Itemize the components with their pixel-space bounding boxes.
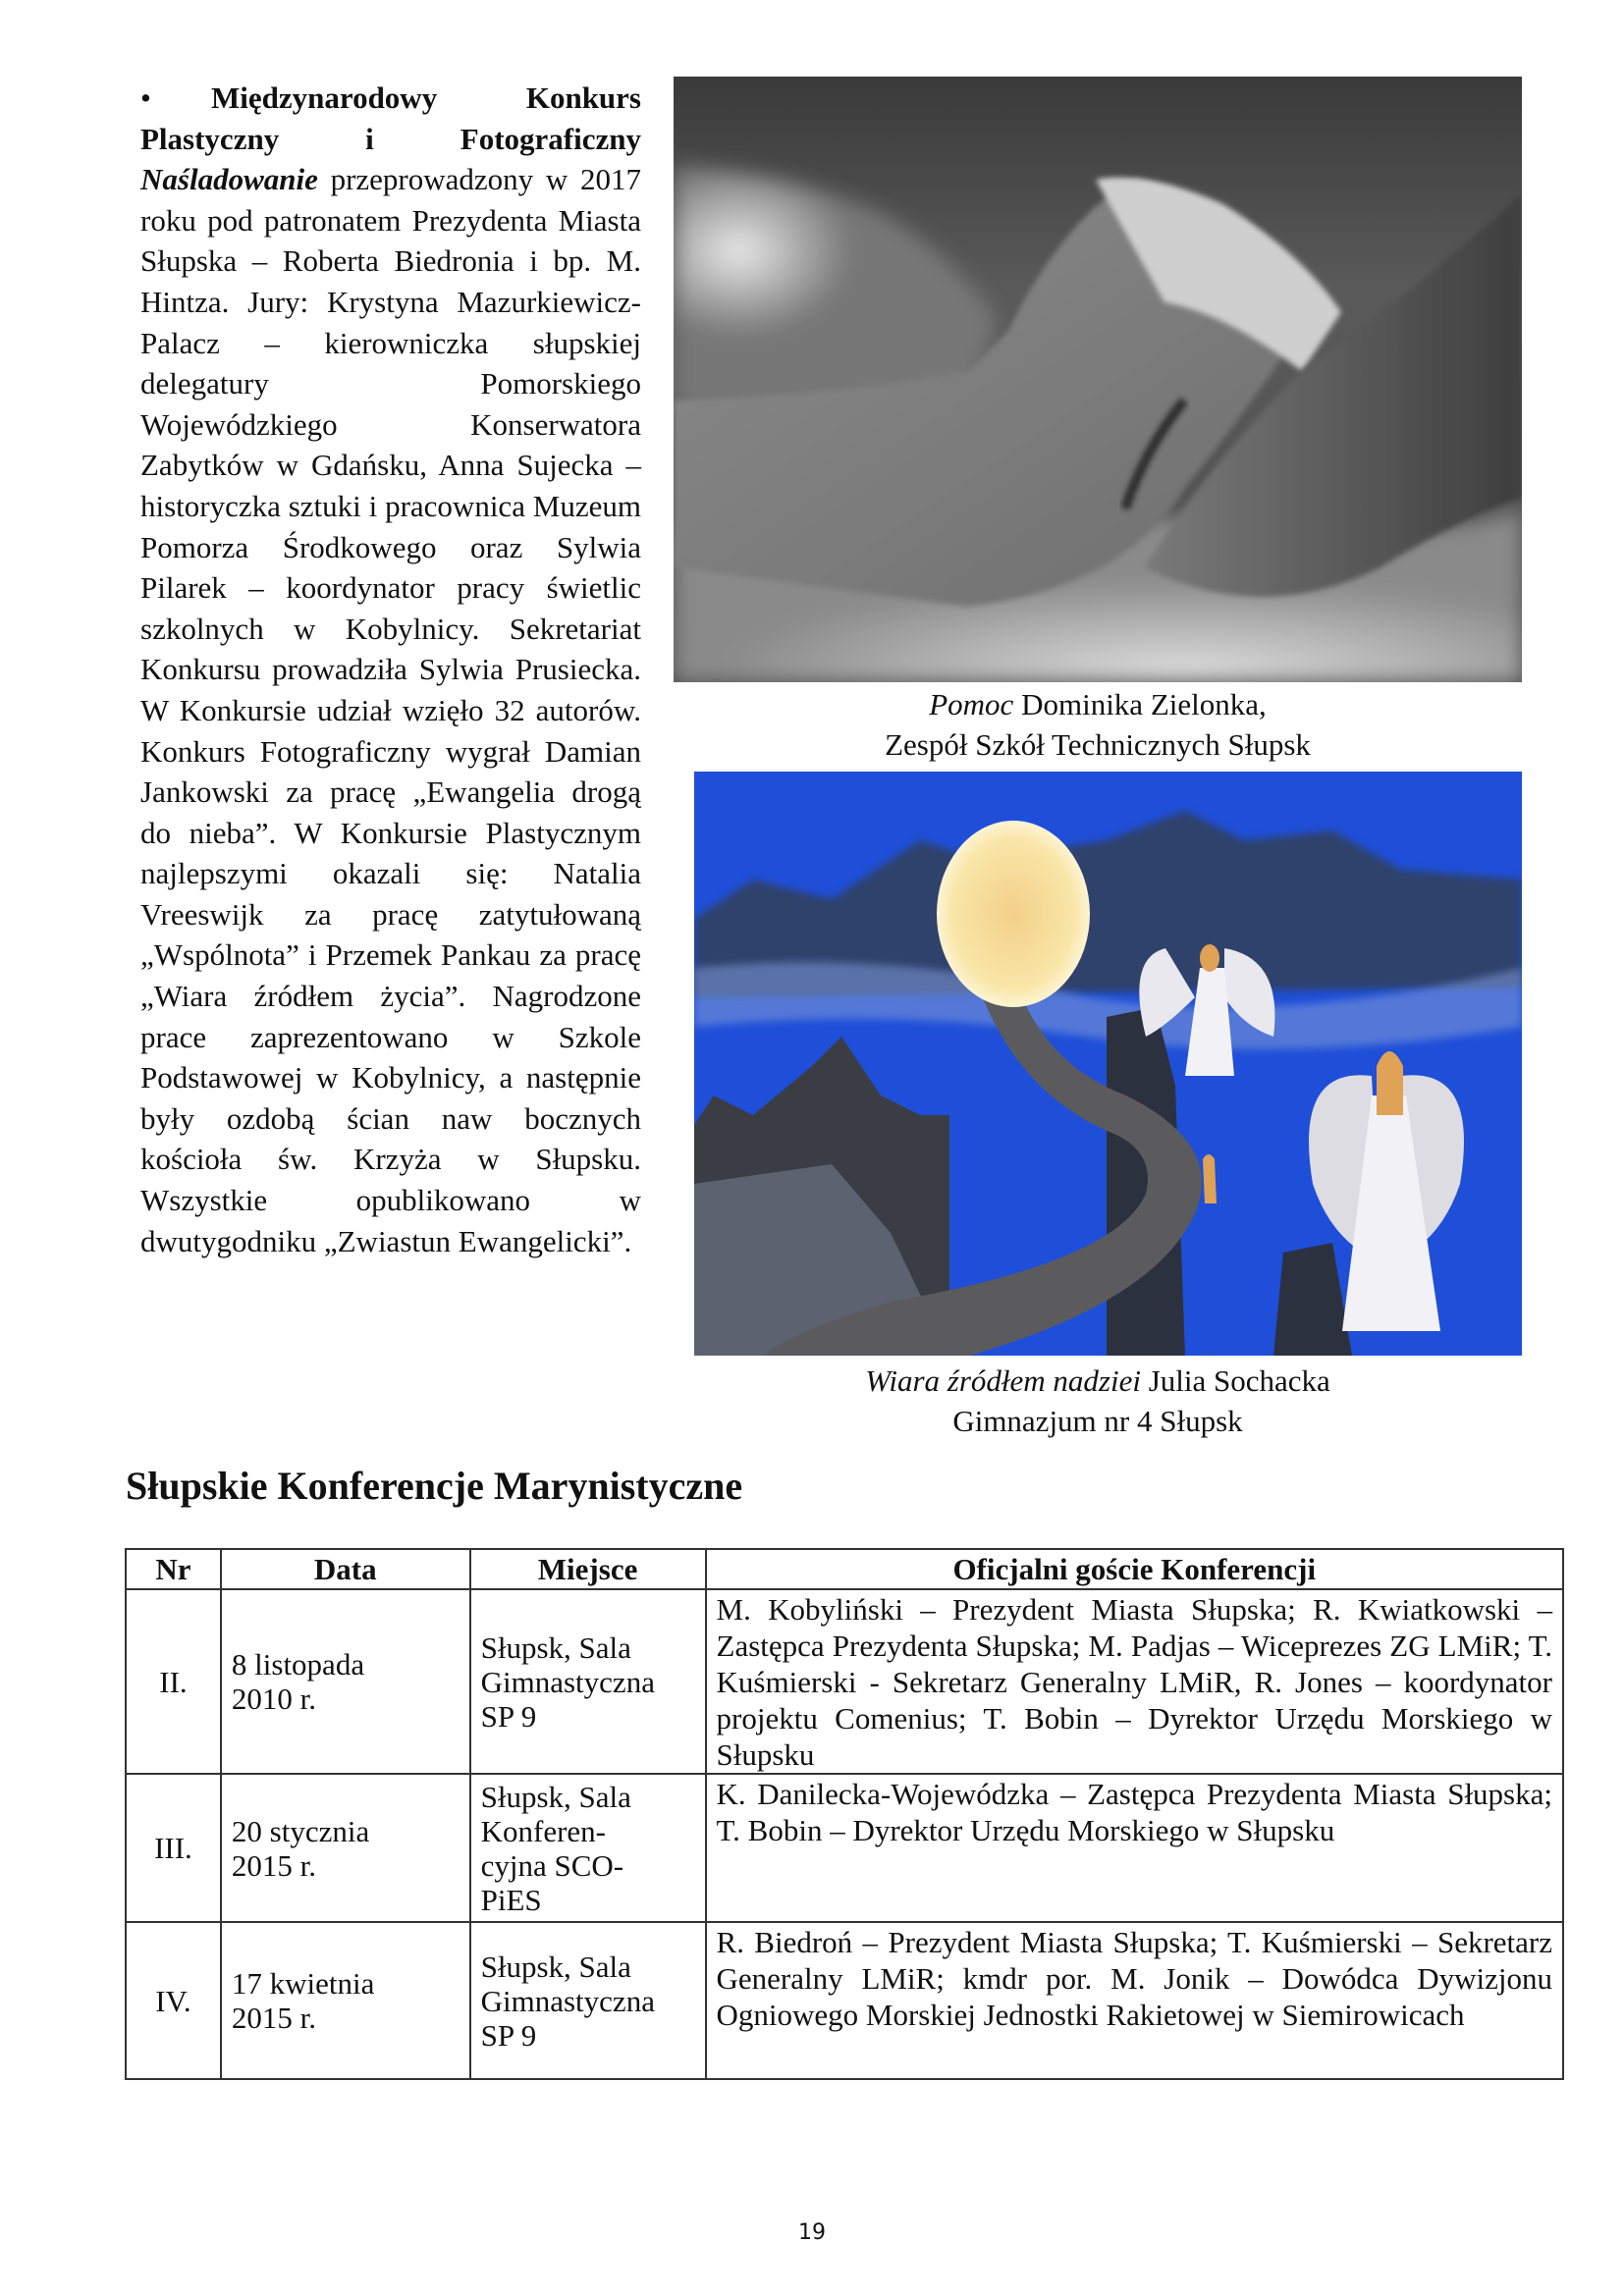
contest-body: przeprowadzony w 2017 roku pod patronatem Prezydenta Miasta Słupska – Roberta Biedronia i bp. M. Hintza. Jury: Krystyna Mazurkiewicz-Palacz – kierowniczka słupskiej delegatury Pomorskiego Wojewódzkiego Konserwatora Zabytków w Gdańsku, Anna Sujecka – historyczka sztuki i pracownica Muzeum Pomorza Środkowego oraz Sylwia Pilarek – koordynator pracy świetlic szkolnych w Kobylnicy. Sekretariat Konkursu prowadziła Sylwia Prusiecka. W Konkursie udział wzięło 32 autorów. Konkurs Fotograficzny wygrał Damian Jankowski za pracę „Ewangelia drogą do nieba”. W Konkursie Plastycznym najlepszymi okazali się: Natalia Vreeswijk za pracę zatytułowaną „Wspólnota” i Przemek Pankau za pracę „Wiara źródłem życia”. Nagrodzone prace zaprezentowano w Szkole Podstawowej w Kobylnicy, a następnie były ozdobą ścian naw bocznych kościoła św. Krzyża w Słupsku. Wszystkie opublikowano w dwutygodniku „Zwiastun Ewangelicki”. — [140, 162, 641, 1258]
painting-title: Wiara źródłem nadziei — [865, 1363, 1141, 1398]
date-line: 2010 r. — [231, 1682, 317, 1716]
table-row — [126, 1774, 1563, 1922]
row-guests: K. Danilecka-Wojewódzka – Zastępca Prezydenta Miasta Słupska; T. Bobin – Dyrektor Urzędu Morskiego w Słupsku — [706, 1774, 1563, 1922]
date-line: 2015 r. — [231, 1847, 317, 1883]
place-line: SP 9 — [480, 1698, 537, 1734]
bullet: • — [140, 80, 151, 115]
photo-caption-line1 — [674, 684, 1522, 724]
date-line: 20 stycznia — [231, 1813, 370, 1848]
row-guests: R. Biedroń – Prezydent Miasta Słupska; T. Kuśmierski – Sekretarz Generalny LMiR; kmdr por. M. Jonik – Dowódca Dywizjonu Ogniowego Morskiej Jednostki Rakietowej w Siemirowicach — [706, 1922, 1563, 2079]
table-row — [126, 1589, 1563, 1774]
place-line: Konferen- — [480, 1813, 607, 1848]
place-line: cyjna SCO- — [480, 1847, 624, 1883]
painting-angels — [694, 772, 1522, 1356]
painting-caption-line1 — [674, 1361, 1522, 1401]
header-nr: Nr — [126, 1549, 221, 1589]
date-line: 8 listopada — [231, 1647, 365, 1682]
photo-school: Zespół Szkół Technicznych Słupsk — [885, 727, 1311, 762]
date-line: 17 kwietnia — [231, 1966, 375, 2001]
place-line: Gimnastyczna — [480, 1983, 655, 2018]
holding-hands-image — [674, 77, 1522, 682]
table-row — [126, 1922, 1563, 2079]
place-line: Słupsk, Sala — [480, 1949, 631, 1984]
row-place — [470, 1922, 706, 2079]
photo-holding-hands — [674, 77, 1522, 682]
header-guests: Oficjalni goście Konferencji — [706, 1549, 1563, 1589]
row-date — [221, 1922, 470, 2079]
photo-title: Pomoc — [929, 687, 1014, 721]
place-line: PiES — [480, 1882, 542, 1917]
place-line: Słupsk, Sala — [480, 1779, 631, 1814]
walking-figure — [1203, 1154, 1217, 1203]
row-date — [221, 1774, 470, 1922]
contest-title: Międzynarodowy Konkurs Plastyczny i Fotograficzny — [140, 80, 641, 156]
place-line: SP 9 — [480, 2017, 537, 2053]
row-nr: IV. — [126, 1922, 221, 2079]
photo-caption — [674, 684, 1522, 765]
row-place — [470, 1589, 706, 1774]
header-place: Miejsce — [470, 1549, 706, 1589]
page-number: 19 — [798, 2220, 826, 2245]
contest-name: Naśladowanie — [140, 162, 318, 197]
table-header-row — [126, 1549, 1563, 1589]
painting-author: Julia Sochacka — [1148, 1363, 1330, 1398]
date-line: 2015 r. — [231, 2001, 317, 2035]
painting-school: Gimnazjum nr 4 Słupsk — [952, 1404, 1243, 1438]
angels-painting-image — [694, 772, 1522, 1356]
painting-caption — [674, 1361, 1522, 1441]
header-date: Data — [221, 1549, 470, 1589]
place-line: Gimnastyczna — [480, 1664, 655, 1699]
row-guests: M. Kobyliński – Prezydent Miasta Słupska; R. Kwiatkowski – Zastępca Prezydenta Słupska; M. Padjas – Wiceprezes ZG LMiR; T. Kuśmierski - Sekretarz Generalny LMiR, R. Jones – koordynator projektu Comenius; T. Bobin – Dyrektor Urzędu Morskiego w Słupsku — [706, 1589, 1563, 1774]
row-date — [221, 1589, 470, 1774]
contest-description — [140, 78, 641, 1261]
section-title: Słupskie Konferencje Marynistyczne — [126, 1464, 743, 1508]
row-nr: III. — [126, 1774, 221, 1922]
place-line: Słupsk, Sala — [480, 1629, 631, 1665]
row-nr: II. — [126, 1589, 221, 1774]
conferences-table — [125, 1548, 1564, 2080]
photo-author: Dominika Zielonka, — [1021, 687, 1267, 721]
row-place — [470, 1774, 706, 1922]
